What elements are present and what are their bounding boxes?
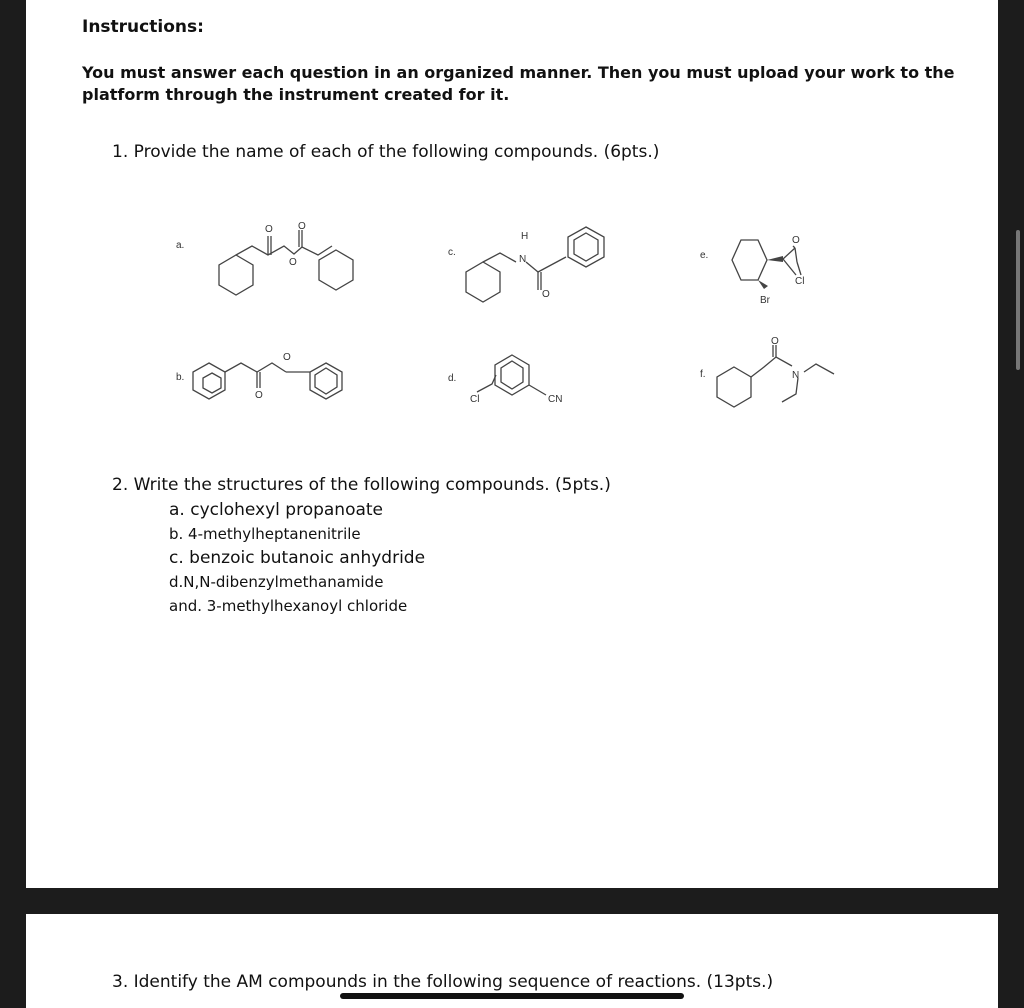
structure-f-letter: f. — [700, 369, 706, 380]
structure-d — [448, 355, 562, 405]
structure-c — [448, 227, 604, 302]
structure-a — [176, 221, 353, 295]
list-item: a. cyclohexyl propanoate — [169, 500, 384, 520]
atom-e-cl: Cl — [795, 276, 805, 287]
list-item: and. 3-methylhexanoyl chloride — [169, 597, 408, 615]
question-2-prompt: 2. Write the structures of the following compounds. (5pts.) — [112, 475, 611, 495]
atom-c-n: N — [519, 254, 527, 265]
question-1-prompt: 1. Provide the name of each of the following compounds. (6pts.) — [112, 142, 660, 162]
list-item: b. 4-methylheptanenitrile — [169, 525, 361, 543]
atom-b-o1: O — [283, 352, 291, 363]
atom-c-h: H — [521, 231, 529, 242]
structure-e — [700, 235, 804, 306]
instructions-heading: Instructions: — [82, 17, 204, 37]
question-3-prompt: 3. Identify the AM compounds in the following sequence of reactions. (13pts.) — [112, 972, 774, 992]
structure-d-letter: d. — [448, 373, 457, 384]
list-item: d.N,N-dibenzylmethanamide — [169, 573, 384, 591]
structure-c-letter: c. — [448, 247, 456, 258]
atom-d-cn: CN — [548, 394, 563, 405]
atom-a-o3: O — [289, 257, 297, 268]
atom-b-o2: O — [255, 390, 263, 401]
structure-e-letter: e. — [700, 250, 709, 261]
home-indicator-bar[interactable] — [340, 993, 684, 999]
atom-c-o: O — [542, 289, 550, 300]
question-1-structures — [26, 0, 998, 470]
structure-b — [176, 352, 342, 401]
list-item: c. benzoic butanoic anhydride — [169, 548, 426, 568]
atom-f-o: O — [771, 336, 779, 347]
atom-e-br: Br — [760, 295, 770, 306]
atom-a-o2: O — [298, 221, 306, 232]
atom-e-o: O — [792, 235, 800, 246]
atom-d-cl: Cl — [470, 394, 480, 405]
atom-a-o1: O — [265, 224, 273, 235]
structure-a-letter: a. — [176, 240, 185, 251]
question-2-list — [169, 498, 425, 618]
document-page-1 — [26, 0, 998, 888]
structure-f — [700, 336, 834, 407]
scrollbar-thumb[interactable] — [1016, 230, 1020, 370]
structure-b-letter: b. — [176, 372, 185, 383]
instructions-text: You must answer each question in an organized manner. Then you must upload your work to the platform through the instrument created for it. — [82, 63, 955, 104]
atom-f-n: N — [792, 370, 800, 381]
